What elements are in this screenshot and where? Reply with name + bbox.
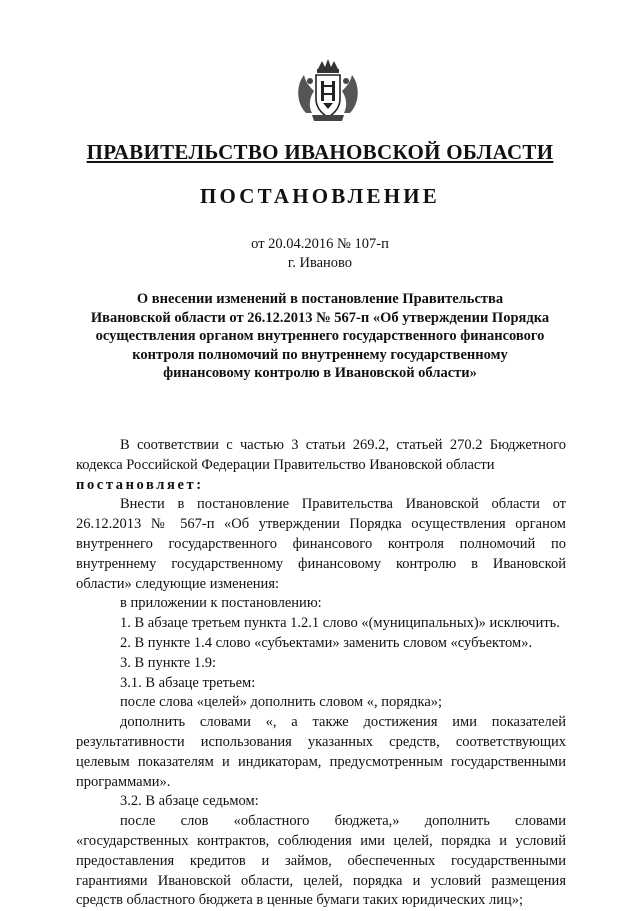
paragraph: 3.1. В абзаце третьем: <box>120 674 256 691</box>
subject-line: осуществления органом внутреннего государственного финансового <box>95 328 545 344</box>
paragraph: Внести в постановление Правительства Ивановской области от 26.12.2013 № 567-п «Об утверждении Порядка осуществления органом внутреннего государственного финансового контроля полномочий по внутреннему государственному финансовому контролю в Ивановской области» следующие изменения: <box>76 496 566 592</box>
subject-line: контроля полномочий по внутреннему государственному <box>132 346 508 363</box>
paragraph: 2. В пункте 1.4 слово «субъектами» заменить словом «субъектом». <box>120 634 533 651</box>
coat-of-arms-emblem <box>292 57 364 129</box>
document-body <box>76 436 566 911</box>
subject-line: финансовому контролю в Ивановской области» <box>163 365 477 381</box>
subject-line: О внесении изменений в постановление Правительства <box>136 291 504 307</box>
paragraph: в приложении к постановлению: <box>120 595 322 612</box>
organization-title: ПРАВИТЕЛЬСТВО ИВАНОВСКОЙ ОБЛАСТИ <box>86 140 554 164</box>
document-subject <box>76 290 564 383</box>
paragraph: 3. В пункте 1.9: <box>120 654 216 671</box>
paragraph-emphasis: постановляет: <box>76 476 204 493</box>
paragraph: 3.2. В абзаце седьмом: <box>120 793 259 810</box>
paragraph: дополнить словами «, а также достижения ими показателей результативности использования указанных средств, соответствующих целевым показателям и индикаторам, предусмотренным государственными программами». <box>76 714 566 790</box>
paragraph: после слов «областного бюджета,» дополнить словами «государственных контрактов, соблюдения ими целей, порядка и условий предоставления кредитов и займов, обеспеченных государственными гарантиями Ивановской области, целей, порядка и условий размещения средств областного бюджета в ценные бумаги таких юридических лиц»; <box>76 813 566 909</box>
date-number: от 20.04.2016 № 107-п <box>251 236 389 252</box>
document-type: ПОСТАНОВЛЕНИЕ <box>199 184 441 208</box>
subject-line: Ивановской области от 26.12.2013 № 567-п «Об утверждении Порядка <box>90 309 550 326</box>
paragraph: В соответствии с частью 3 статьи 269.2, статьей 270.2 Бюджетного кодекса Российской Федерации Правительство Ивановской области <box>76 437 566 473</box>
paragraph: 1. В абзаце третьем пункта 1.2.1 слово «(муниципальных)» исключить. <box>120 615 560 632</box>
city: г. Иваново <box>287 255 353 271</box>
paragraph: после слова «целей» дополнить словом «, порядка»; <box>120 694 443 711</box>
